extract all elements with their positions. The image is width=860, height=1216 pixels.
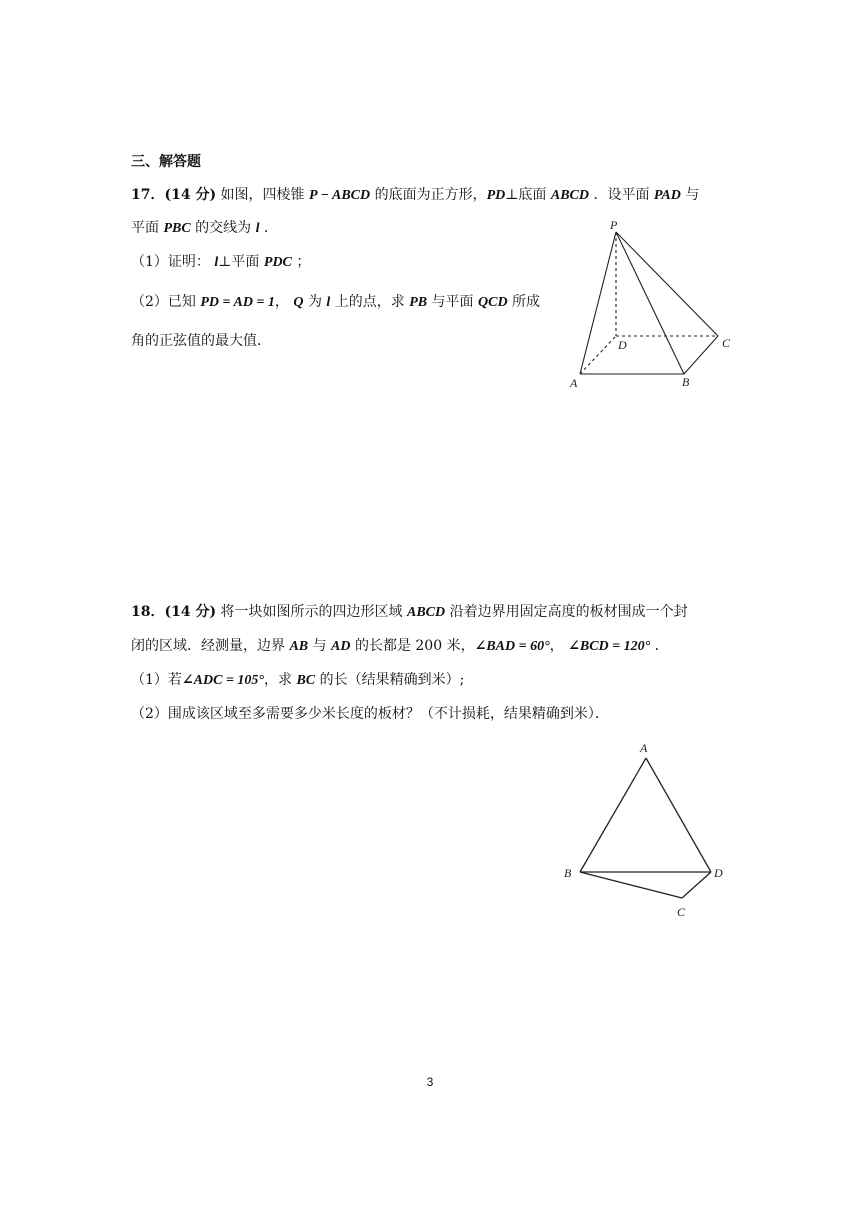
q17-math: PDC	[263, 255, 292, 270]
section-heading: 三、解答题	[131, 154, 201, 170]
q17-text: ⊥底面	[505, 187, 547, 203]
label-D: D	[714, 866, 723, 880]
q17-math: l	[255, 221, 260, 236]
edge-PB	[616, 232, 684, 374]
edge-AB	[580, 758, 646, 872]
q18-math: ABCD	[407, 605, 446, 620]
label-C: C	[722, 336, 731, 350]
edge-CD	[682, 872, 711, 898]
q18-text: 沿着边界用固定高度的板材围成一个封	[449, 604, 688, 620]
q18-math: ∠BAD = 60°	[474, 639, 550, 654]
q17-math: l	[214, 255, 219, 270]
q17-text: ⊥平面	[218, 254, 260, 270]
q17-text: 的交线为	[195, 220, 252, 236]
q17-part2	[131, 292, 540, 313]
q17-text: 为	[307, 294, 322, 310]
edge-AD	[646, 758, 711, 872]
q17-text: 所成	[512, 294, 541, 310]
page-number: 3	[426, 1075, 434, 1089]
q18-part1	[131, 670, 464, 691]
q18-quadrilateral-figure	[556, 736, 736, 921]
q17-line1	[131, 185, 699, 206]
q17-text: （2）已知	[131, 294, 196, 310]
q17-text: 如图，四棱锥	[220, 187, 305, 203]
label-B: B	[682, 375, 690, 389]
q18-text: ．	[654, 638, 669, 654]
q18-text: 与	[312, 638, 327, 654]
q18-text: （1）若	[131, 672, 182, 688]
q17-math: PAD	[653, 188, 681, 203]
q18-text: 的长（结果精确到米）;	[319, 672, 465, 688]
q17-text: 上的点，求	[334, 294, 405, 310]
q18-text: 闭的区域．经测量，边界	[131, 638, 285, 654]
q17-pyramid-figure	[560, 218, 740, 393]
q18-math: BC	[296, 673, 316, 688]
q17-math: ABCD	[550, 188, 589, 203]
label-A: A	[640, 741, 648, 755]
q18-points: (14 分)	[164, 604, 217, 620]
q18-math: AD	[331, 639, 351, 654]
edge-AD	[580, 336, 616, 374]
label-C: C	[677, 905, 686, 919]
q17-math: P − ABCD	[309, 188, 371, 203]
q17-number: 17．	[131, 187, 165, 203]
q18-math: AB	[289, 639, 309, 654]
q17-text: 的底面为正方形，	[374, 187, 487, 203]
q17-math: Q	[293, 295, 304, 310]
q17-text: 与平面	[431, 294, 474, 310]
edge-BC	[684, 336, 718, 374]
q17-text: ．	[263, 220, 278, 236]
q17-text: ．设平面	[593, 187, 650, 203]
q17-text: 平面	[131, 220, 159, 236]
edge-BC	[580, 872, 682, 898]
q17-text: 与	[685, 187, 700, 203]
q18-number: 18．	[131, 604, 165, 620]
q17-math: PB	[409, 295, 428, 310]
edge-PA	[580, 232, 616, 374]
label-B: B	[564, 866, 572, 880]
q17-text: ，	[274, 294, 289, 310]
q17-math: l	[326, 295, 331, 310]
q18-line1	[131, 602, 688, 623]
q17-math: QCD	[478, 295, 508, 310]
label-P: P	[610, 218, 618, 232]
label-D: D	[618, 338, 627, 352]
q17-math: PD = AD = 1	[200, 295, 275, 310]
edge-PC	[616, 232, 718, 336]
q17-points: (14 分)	[164, 187, 217, 203]
q18-line2	[131, 636, 669, 657]
q17-part2-line2: 角的正弦值的最大值．	[131, 333, 271, 349]
q17-part1	[131, 252, 310, 273]
q18-text: 的长都是 200 米，	[354, 638, 475, 654]
q17-math: PBC	[163, 221, 191, 236]
q17-text: （1）证明：	[131, 254, 210, 270]
q18-text: ，求	[264, 672, 293, 688]
label-A: A	[570, 376, 578, 390]
q17-math: PD	[486, 188, 506, 203]
q18-text: ，	[549, 638, 564, 654]
q17-line2	[131, 218, 278, 239]
q18-math: ∠BCD = 120°	[568, 639, 651, 654]
q18-part2: （2）围成该区域至多需要多少米长度的板材？（不计损耗，结果精确到米）．	[131, 706, 609, 722]
q17-text: ；	[296, 254, 311, 270]
q18-math: ∠ADC = 105°	[181, 673, 265, 688]
q18-text: 将一块如图所示的四边形区域	[220, 604, 403, 620]
